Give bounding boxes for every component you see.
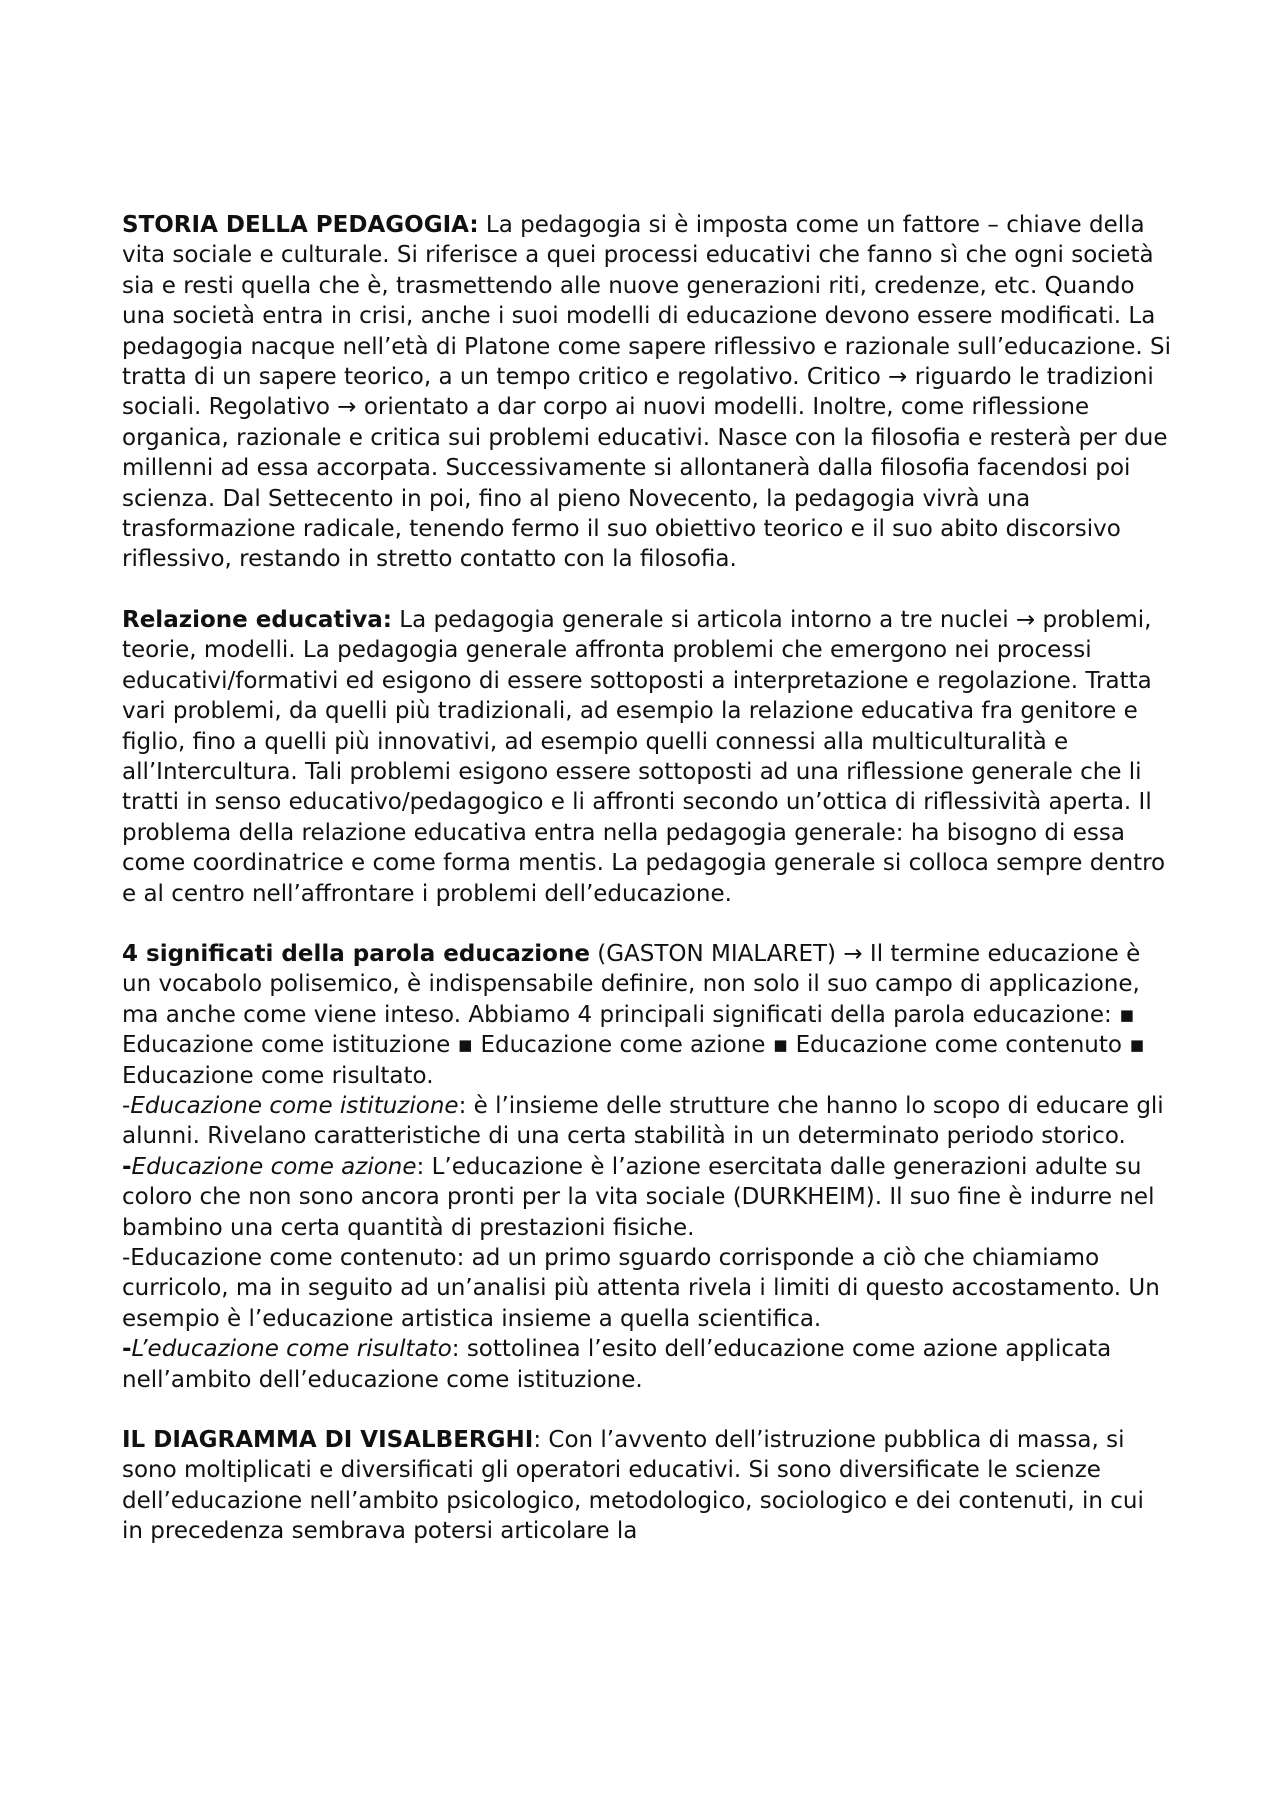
- term-risultato: L’educazione come risultato: [131, 1336, 452, 1363]
- paragraph-text: La pedagogia si è imposta come un fattore – chiave della vita sociale e culturale. Si riferisce a quei processi educativi che fanno sì che ogni società sia e resti quella che è, trasmettendo alle nuove generazioni riti, credenze, etc. Quando una società entra in crisi, anche i suoi modelli di educazione devono essere modificati. La pedagogia nacque nell’età di Platone come sapere riflessivo e razionale sull’educazione. Si tratta di un sapere teorico, a un tempo critico e regolativo. Critico → riguardo le tradizioni sociali. Regolativo → orientato a dar corpo ai nuovi modelli. Inoltre, come riflessione organica, razionale e critica sui problemi educativi. Nasce con la filosofia e resterà per due millenni ad essa accorpata. Successivamente si allontanerà dalla filosofia facendosi poi scienza. Dal Settecento in poi, fino al pieno Novecento, la pedagogia vivrà una trasformazione radicale, tenendo fermo il suo obiettivo teorico e il suo abito discorsivo riflessivo, restando in stretto contatto con la filosofia.: [122, 212, 1171, 573]
- paragraph-gap: [122, 909, 1172, 939]
- heading-significati-educazione: 4 significati della parola educazione: [122, 940, 590, 967]
- item-text: -Educazione come contenuto: ad un primo sguardo corrisponde a ciò che chiamiamo curricolo, ma in seguito ad un’analisi più attenta rivela i limiti di questo accostamento. Un esempio è l’educazione artistica insieme a quella scientifica.: [122, 1245, 1160, 1332]
- section-storia-pedagogia: [122, 210, 1172, 575]
- term-azione: Educazione come azione: [131, 1153, 417, 1180]
- item-text: : L’educazione è l’azione esercitata dalle generazioni adulte su coloro che non sono ancora pronti per la vita sociale (DURKHEIM). Il suo fine è indurre nel bambino una certa quantità di prestazioni fisiche.: [122, 1153, 1155, 1241]
- heading-diagramma-visalberghi: IL DIAGRAMMA DI VISALBERGHI: [122, 1427, 534, 1454]
- item-text: : è l’insieme delle strutture che hanno lo scopo di educare gli alunni. Rivelano caratteristiche di una certa stabilità in un determinato periodo storico.: [122, 1092, 1164, 1150]
- paragraph-text: (GASTON MIALARET) → Il termine educazione è un vocabolo polisemico, è indispensabile definire, non solo il suo campo di applicazione, ma anche come viene inteso. Abbiamo 4 principali significati della parola educazione: ▪ Educazione come istituzione ▪ Educazione come azione ▪ Educazione come contenuto ▪ Educazione come risultato.: [122, 940, 1145, 1089]
- section-relazione-educativa: [122, 605, 1172, 909]
- paragraph-text: : Con l’avvento dell’istruzione pubblica di massa, si sono moltiplicati e diversificati gli operatori educativi. Si sono diversificate le scienze dell’educazione nell’ambito psicologico, metodologico, sociologico e dei contenuti, in cui in precedenza sembrava potersi articolare la: [122, 1427, 1144, 1545]
- item-educazione-azione: [122, 1152, 1172, 1243]
- heading-relazione-educativa: Relazione educativa:: [122, 606, 392, 633]
- document-page: [122, 210, 1172, 1547]
- section-diagramma-visalberghi: [122, 1425, 1172, 1547]
- dash: -: [122, 1092, 131, 1119]
- paragraph-gap: [122, 1395, 1172, 1425]
- paragraph-gap: [122, 575, 1172, 605]
- item-educazione-istituzione: [122, 1091, 1172, 1152]
- term-istituzione: Educazione come istituzione: [130, 1092, 459, 1119]
- heading-storia-pedagogia: STORIA DELLA PEDAGOGIA:: [122, 212, 479, 238]
- item-educazione-contenuto: [122, 1243, 1172, 1334]
- dash: -: [122, 1336, 132, 1363]
- dash: -: [122, 1153, 132, 1180]
- item-educazione-risultato: [122, 1334, 1172, 1395]
- item-text: : sottolinea l’esito dell’educazione come azione applicata nell’ambito dell’educazione come istituzione.: [122, 1336, 1112, 1393]
- section-significati-educazione: [122, 939, 1172, 1091]
- paragraph-text: La pedagogia generale si articola intorno a tre nuclei → problemi, teorie, modelli. La pedagogia generale affronta problemi che emergono nei processi educativi/formativi ed esigono di essere sottoposti a interpretazione e regolazione. Tratta vari problemi, da quelli più tradizionali, ad esempio la relazione educativa fra genitore e figlio, fino a quelli più innovativi, ad esempio quelli connessi alla multiculturalità e all’Intercultura. Tali problemi esigono essere sottoposti ad una riflessione generale che li tratti in senso educativo/pedagogico e li affronti secondo un’ottica di riflessività aperta. Il problema della relazione educativa entra nella pedagogia generale: ha bisogno di essa come coordinatrice e come forma mentis. La pedagogia generale si colloca sempre dentro e al centro nell’affrontare i problemi dell’educazione.: [122, 606, 1166, 907]
